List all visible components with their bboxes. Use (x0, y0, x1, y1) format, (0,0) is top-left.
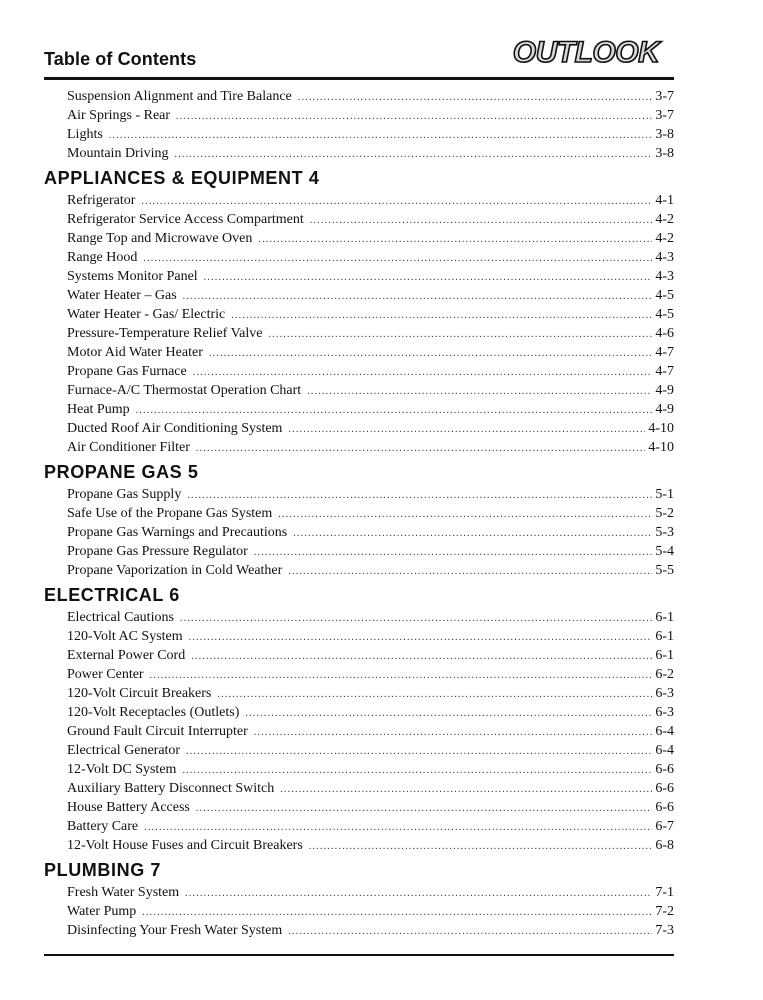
toc-entry-title: 12-Volt House Fuses and Circuit Breakers (67, 838, 303, 853)
dot-leader (180, 609, 652, 627)
toc-entry[interactable] (44, 883, 674, 902)
section-heading: PROPANE GAS 5 (44, 462, 199, 482)
toc-entry[interactable] (44, 608, 674, 627)
toc-entry-title: Mountain Driving (67, 146, 169, 161)
toc-entry[interactable] (44, 902, 674, 921)
dot-leader (187, 486, 652, 504)
toc-entry[interactable] (44, 248, 674, 267)
dot-leader (141, 192, 652, 210)
toc-entry-page: 4-1 (655, 193, 674, 208)
toc-entry[interactable] (44, 381, 674, 400)
toc-entry[interactable] (44, 267, 674, 286)
toc-entry-page: 4-2 (655, 212, 674, 227)
toc-entry-page: 7-3 (655, 923, 674, 938)
toc-entry[interactable] (44, 485, 674, 504)
toc-entry-title: External Power Cord (67, 648, 186, 663)
toc-entry[interactable] (44, 106, 674, 125)
toc-entry-title: Disinfecting Your Fresh Water System (67, 923, 283, 938)
toc-entry-title: Refrigerator Service Access Compartment (67, 212, 304, 227)
toc-entry-page: 6-1 (655, 648, 674, 663)
toc-entry[interactable] (44, 324, 674, 343)
toc-entry-title: Electrical Cautions (67, 610, 174, 625)
toc-entry[interactable] (44, 343, 674, 362)
dot-leader (186, 742, 652, 760)
toc-entry-title: Lights (67, 127, 103, 142)
toc-entry-page: 4-3 (655, 269, 674, 284)
toc-entry-page: 6-6 (655, 800, 674, 815)
toc-entry[interactable] (44, 703, 674, 722)
logo-text: OUTLOOK (512, 36, 660, 69)
dot-leader (288, 562, 652, 580)
toc-entry-page: 6-6 (655, 781, 674, 796)
toc-entry-page: 4-7 (655, 345, 674, 360)
toc-entry-page: 6-2 (655, 667, 674, 682)
toc-entry-title: Fresh Water System (67, 885, 180, 900)
dot-leader (245, 704, 652, 722)
toc-entry[interactable] (44, 286, 674, 305)
toc-entry[interactable] (44, 305, 674, 324)
toc-entry[interactable] (44, 191, 674, 210)
toc-entry-page: 3-7 (655, 108, 674, 123)
toc-entry-page: 6-6 (655, 762, 674, 777)
toc-entry-title: Systems Monitor Panel (67, 269, 198, 284)
toc-entry-title: Battery Care (67, 819, 139, 834)
dot-leader (280, 780, 652, 798)
toc-entry-page: 4-7 (655, 364, 674, 379)
toc-entry[interactable] (44, 542, 674, 561)
dot-leader (231, 306, 652, 324)
toc-entry-page: 6-4 (655, 743, 674, 758)
dot-leader (254, 543, 653, 561)
toc-entry[interactable] (44, 665, 674, 684)
toc-entry-page: 6-3 (655, 686, 674, 701)
toc-entry-title: Power Center (67, 667, 144, 682)
section-heading: APPLIANCES & EQUIPMENT 4 (44, 168, 320, 188)
toc-entry[interactable] (44, 229, 674, 248)
dot-leader (185, 884, 652, 902)
toc-entry[interactable] (44, 684, 674, 703)
toc-entry[interactable] (44, 523, 674, 542)
toc-entry-title: Propane Gas Furnace (67, 364, 187, 379)
toc-entry[interactable] (44, 760, 674, 779)
dot-leader (258, 230, 652, 248)
dot-leader (136, 401, 653, 419)
toc-entry-title: Water Heater - Gas/ Electric (67, 307, 226, 322)
dot-leader (196, 799, 652, 817)
outlook-logo (496, 28, 674, 74)
dot-leader (150, 666, 653, 684)
toc-entry-title: Pressure-Temperature Relief Valve (67, 326, 263, 341)
dot-leader (191, 647, 652, 665)
toc-entry-title: Range Top and Microwave Oven (67, 231, 253, 246)
toc-entry-title: Air Springs - Rear (67, 108, 171, 123)
toc-entry-title: Water Pump (67, 904, 137, 919)
toc-entry-page: 4-10 (648, 421, 674, 436)
dot-leader (142, 903, 652, 921)
toc-entry-page: 3-7 (655, 89, 674, 104)
toc-entry-title: Auxiliary Battery Disconnect Switch (67, 781, 275, 796)
toc-entry-title: House Battery Access (67, 800, 190, 815)
toc-entry[interactable] (44, 125, 674, 144)
toc-entry-page: 4-10 (648, 440, 674, 455)
toc-entry[interactable] (44, 438, 674, 457)
toc-entry-page: 5-4 (655, 544, 674, 559)
toc-entry-title: Propane Gas Warnings and Precautions (67, 525, 288, 540)
toc-entry-title: 120-Volt Receptacles (Outlets) (67, 705, 240, 720)
dot-leader (268, 325, 652, 343)
toc-entry-title: Propane Gas Supply (67, 487, 182, 502)
toc-entry-title: Furnace-A/C Thermostat Operation Chart (67, 383, 302, 398)
toc-entry-title: Electrical Generator (67, 743, 181, 758)
page-title: Table of Contents (44, 49, 197, 69)
toc-entry[interactable] (44, 798, 674, 817)
dot-leader (309, 837, 653, 855)
toc-entry-title: Water Heater – Gas (67, 288, 177, 303)
toc-entry[interactable] (44, 836, 674, 855)
section-heading: PLUMBING 7 (44, 860, 162, 880)
toc-entry-page: 5-2 (655, 506, 674, 521)
toc-entry-title: Propane Vaporization in Cold Weather (67, 563, 283, 578)
toc-entry-title: 12-Volt DC System (67, 762, 177, 777)
toc-entry-title: Suspension Alignment and Tire Balance (67, 89, 292, 104)
toc-entry[interactable] (44, 741, 674, 760)
toc-entry-page: 6-1 (655, 610, 674, 625)
dot-leader (310, 211, 653, 229)
dot-leader (109, 126, 653, 144)
dot-leader (217, 685, 652, 703)
dot-leader (193, 363, 653, 381)
toc-entry-page: 4-9 (655, 402, 674, 417)
dot-leader (196, 439, 645, 457)
dot-leader (288, 922, 652, 940)
toc-entry-page: 3-8 (655, 146, 674, 161)
toc-entry[interactable] (44, 627, 674, 646)
footer-divider (44, 954, 674, 956)
toc-entry-title: Heat Pump (67, 402, 130, 417)
toc-entry[interactable] (44, 722, 674, 741)
toc-entry-page: 5-3 (655, 525, 674, 540)
toc-entry-title: 120-Volt AC System (67, 629, 183, 644)
dot-leader (143, 249, 652, 267)
toc-entry-page: 6-7 (655, 819, 674, 834)
toc-entry[interactable] (44, 779, 674, 798)
toc-entry[interactable] (44, 921, 674, 940)
toc-entry-page: 4-5 (655, 307, 674, 322)
toc-entry[interactable] (44, 419, 674, 438)
toc-entry-title: Ground Fault Circuit Interrupter (67, 724, 248, 739)
toc-entry[interactable] (44, 504, 674, 523)
toc-entry-page: 4-6 (655, 326, 674, 341)
dot-leader (278, 505, 652, 523)
toc-entry-title: Refrigerator (67, 193, 136, 208)
toc-entry-page: 6-3 (655, 705, 674, 720)
dot-leader (204, 268, 653, 286)
toc-entry-page: 4-5 (655, 288, 674, 303)
toc-entry-page: 7-2 (655, 904, 674, 919)
toc-entry-page: 4-3 (655, 250, 674, 265)
toc-entry-page: 6-8 (655, 838, 674, 853)
header-divider (44, 77, 674, 80)
toc-entry-title: Ducted Roof Air Conditioning System (67, 421, 283, 436)
toc-entry-page: 4-9 (655, 383, 674, 398)
toc-entry-page: 7-1 (655, 885, 674, 900)
toc-entry[interactable] (44, 144, 674, 163)
toc-entry-title: Range Hood (67, 250, 138, 265)
toc-entry-page: 3-8 (655, 127, 674, 142)
toc-entry-page: 6-4 (655, 724, 674, 739)
dot-leader (209, 344, 652, 362)
toc-entry[interactable] (44, 87, 674, 106)
toc-entry-title: 120-Volt Circuit Breakers (67, 686, 212, 701)
toc-entry[interactable] (44, 646, 674, 665)
toc-entry-title: Motor Aid Water Heater (67, 345, 203, 360)
toc-entry-page: 5-5 (655, 563, 674, 578)
dot-leader (288, 420, 645, 438)
toc-entry[interactable] (44, 817, 674, 836)
toc-entry-page: 4-2 (655, 231, 674, 246)
dot-leader (144, 818, 652, 836)
dot-leader (175, 145, 653, 163)
toc-entry[interactable] (44, 362, 674, 381)
dot-leader (293, 524, 652, 542)
section-heading: ELECTRICAL 6 (44, 585, 180, 605)
dot-leader (182, 761, 652, 779)
toc-entry-title: Air Conditioner Filter (67, 440, 190, 455)
toc-entry-page: 6-1 (655, 629, 674, 644)
toc-entry[interactable] (44, 400, 674, 419)
toc-entry[interactable] (44, 210, 674, 229)
dot-leader (254, 723, 653, 741)
toc-entry[interactable] (44, 561, 674, 580)
toc-entry-title: Propane Gas Pressure Regulator (67, 544, 248, 559)
dot-leader (183, 287, 653, 305)
dot-leader (298, 88, 653, 106)
toc-list (44, 87, 674, 940)
toc-entry-page: 5-1 (655, 487, 674, 502)
dot-leader (176, 107, 652, 125)
dot-leader (189, 628, 653, 646)
toc-entry-title: Safe Use of the Propane Gas System (67, 506, 273, 521)
dot-leader (307, 382, 652, 400)
